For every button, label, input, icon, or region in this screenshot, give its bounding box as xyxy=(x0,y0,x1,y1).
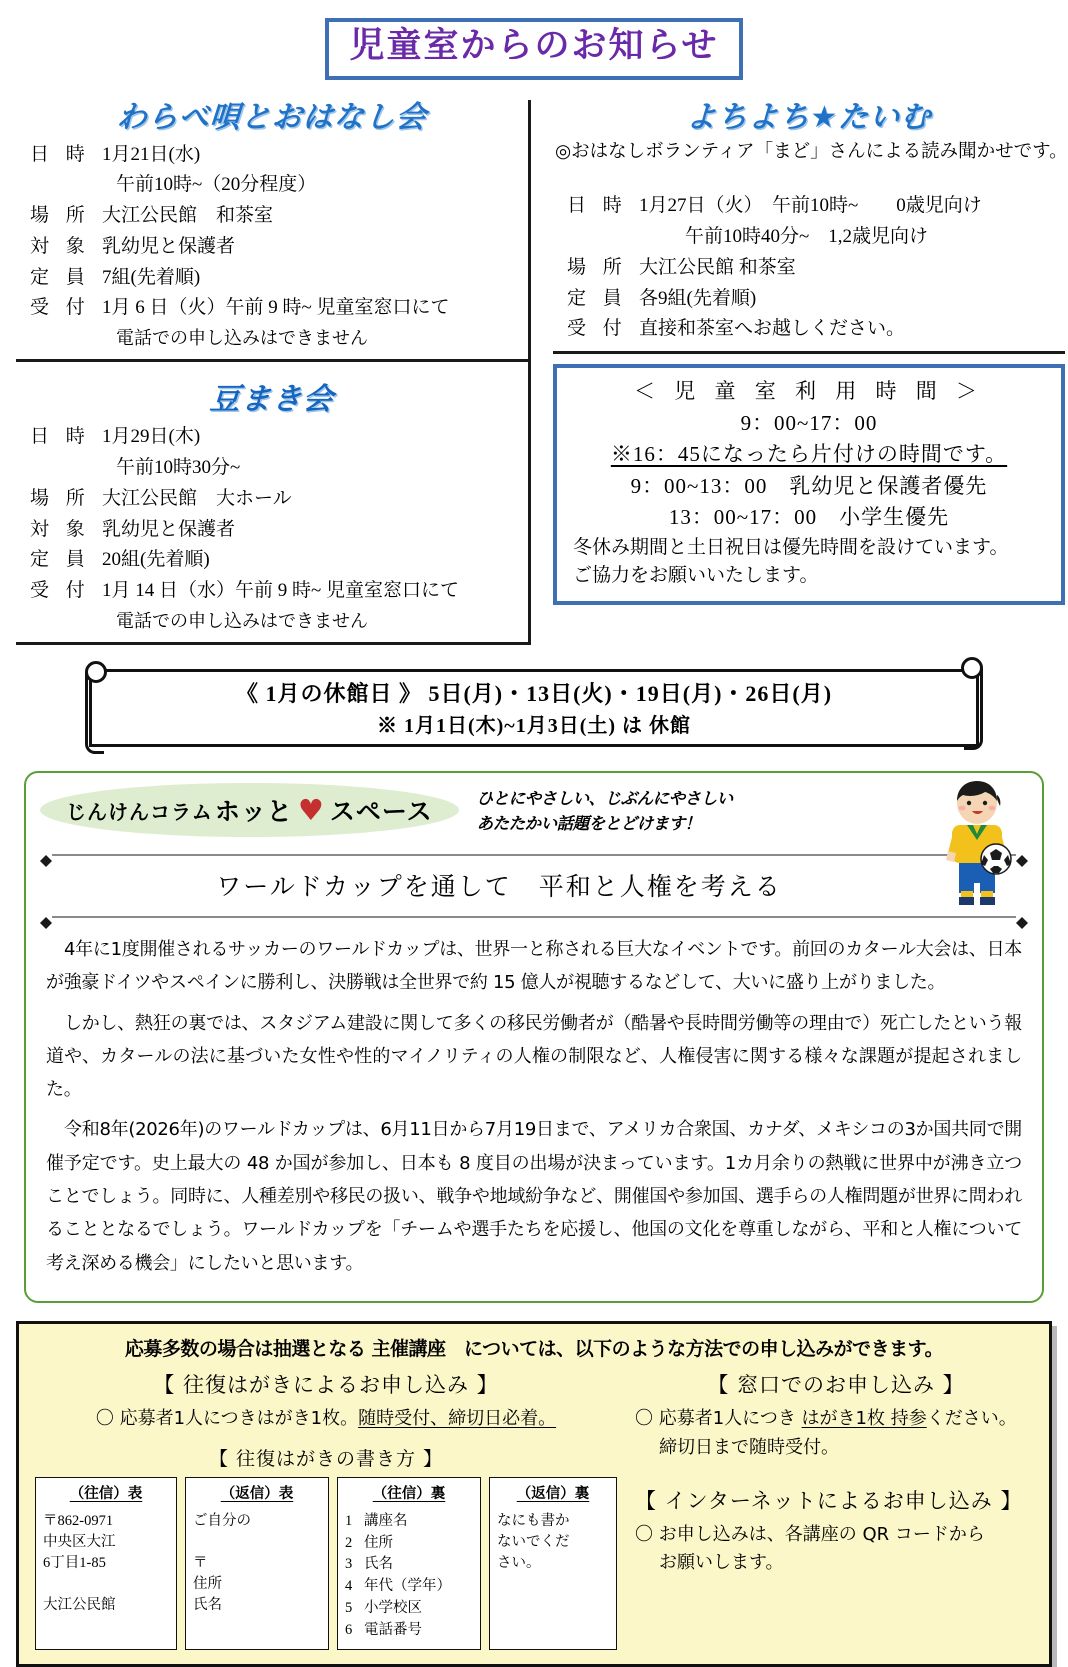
row-label: 日 時 xyxy=(30,426,91,448)
row-value: 7組(先着順) xyxy=(102,266,201,288)
row-value: 1月29日(木) xyxy=(102,426,201,448)
event-row xyxy=(16,576,528,607)
row-label: 受 付 xyxy=(30,580,91,602)
hours-note-winter: 冬休み期間と土日祝日は優先時間を設けています。 xyxy=(573,536,1009,558)
events-section xyxy=(0,92,1068,646)
column-paragraph: 令和8年(2026年)のワールドカップは、6月11日から7月19日まで、アメリカ合衆国、カナダ、メキシコの3か国共同で開催予定です。史上最大の 48 か国が参加し、日本も 8 度目の出場が決まっています。1カ月余りの熱戦に世界中が沸き立つことでしょう。同時に、人種差別や移民の扱い、戦争や地域紛争など、開催国や参加国、選手らの人権問題が世界に問われることとなるでしょう。ワールドカップを「チームや選手たちを応援し、他国の文化を尊重しながら、平和と人権について考え深める機会」にしたいと思います。 xyxy=(46,1119,1022,1274)
postcard-card-reply-back xyxy=(489,1477,617,1651)
item-number: 4 xyxy=(345,1578,353,1595)
heart-icon: ♥ xyxy=(297,792,325,827)
row-value: 各9組(先着順) xyxy=(639,287,757,309)
window-line-pre: 〇 応募者1人につき xyxy=(635,1407,802,1429)
row-value: 1月27日（火） 午前10時~ 0歳児向け xyxy=(639,195,982,217)
event-row-indent: 午前10時~（20分程度） xyxy=(116,174,317,196)
column-logo-main2: スペース xyxy=(329,797,433,826)
event-divider xyxy=(16,359,528,362)
column-logo xyxy=(66,792,433,828)
list-item xyxy=(345,1576,473,1598)
postcard-method-line xyxy=(31,1405,621,1434)
event-row-indent: 午前10時40分~ 1,2歳児向け xyxy=(685,226,929,248)
human-rights-column-box xyxy=(24,771,1044,1303)
window-method-title: 【 窓口でのお申し込み 】 xyxy=(707,1372,965,1397)
row-label: 定 員 xyxy=(30,266,91,288)
event-card-warabeuta xyxy=(16,92,528,363)
row-label: 受 付 xyxy=(30,297,91,319)
event-row xyxy=(553,253,1065,284)
page-title-box xyxy=(325,18,744,80)
card-line: 中央区大江 xyxy=(43,1533,116,1550)
card-title: （返信）表 xyxy=(220,1485,294,1502)
postcard-card-outbound-front xyxy=(35,1477,177,1651)
list-item xyxy=(345,1554,473,1576)
event-row xyxy=(16,515,528,546)
postcard-line-underlined-2: 締切日必着。 xyxy=(448,1407,557,1429)
card-line: さい。 xyxy=(497,1554,541,1571)
item-number: 6 xyxy=(345,1621,353,1638)
item-number: 5 xyxy=(345,1599,353,1616)
event-divider xyxy=(553,351,1065,354)
event-heading-yochiyochi: よちよち★たいむ xyxy=(685,99,933,135)
event-row xyxy=(553,191,1065,222)
card-line: 大江公民館 xyxy=(43,1596,116,1613)
item-number: 3 xyxy=(345,1556,353,1573)
row-value: 乳幼児と保護者 xyxy=(102,235,236,257)
window-line-underlined: はがき1枚 持参 xyxy=(801,1407,927,1429)
event-heading-warabeuta: わらべ唄とおはなし会 xyxy=(115,99,428,135)
event-row xyxy=(16,422,528,453)
closure-text-block xyxy=(81,677,987,742)
row-value: 直接和茶室へお越しください。 xyxy=(639,318,906,340)
diamond-icon xyxy=(40,849,52,861)
tagline-line-2: あたたかい話題をとどけます！ xyxy=(476,813,701,833)
event-card-mamemaki xyxy=(16,374,528,645)
column-header xyxy=(40,783,1028,847)
item-text: 電話番号 xyxy=(364,1621,422,1638)
column-paragraph: 4年に1度開催されるサッカーのワールドカップは、世界一と称される巨大なイベントです。前回のカタール大会は、日本が強豪ドイツやスペインに勝利し、決勝戦は全世界で約 15 億人が視聴するなどして、大いに盛り上がりました。 xyxy=(46,939,1022,994)
application-columns xyxy=(31,1369,1037,1650)
postcard-line-underlined-1: 随時受付、 xyxy=(358,1407,449,1429)
hours-slot-infants: 9：00~13：00 乳幼児と保護者優先 xyxy=(630,473,988,498)
rule-line xyxy=(52,916,1016,918)
card-line: なにも書か xyxy=(497,1512,570,1529)
event-row xyxy=(16,545,528,576)
postcard-card-reply-front xyxy=(185,1477,329,1651)
event-row xyxy=(16,263,528,294)
card-line-blank xyxy=(43,1574,169,1595)
event-card-yochiyochi xyxy=(553,92,1068,355)
row-value: 乳幼児と保護者 xyxy=(102,518,236,540)
event-row xyxy=(16,232,528,263)
row-label: 対 象 xyxy=(30,235,91,257)
card-line: ご自分の xyxy=(193,1512,251,1529)
soccer-boy-illustration xyxy=(934,777,1020,907)
diamond-icon xyxy=(1016,849,1028,861)
window-method-line2: 締切日まで随時受付。 xyxy=(659,1436,839,1458)
card-line: 〒 xyxy=(193,1554,208,1571)
rule-line xyxy=(52,854,1016,856)
scroll-hook-right-icon xyxy=(961,657,983,679)
hours-note-cooperation: ご協力をお願いいたします。 xyxy=(573,565,819,587)
application-headline: 応募多数の場合は抽選となる 主催講座 については、以下のような方法での申し込みができます。 xyxy=(124,1337,944,1360)
hours-slot-elementary: 13：00~17：00 小学生優先 xyxy=(668,505,950,530)
internet-method-line2: お願いします。 xyxy=(659,1552,784,1574)
application-window-column xyxy=(621,1369,1037,1650)
item-text: 講座名 xyxy=(364,1512,408,1529)
row-label: 定 員 xyxy=(567,287,628,309)
event-row xyxy=(16,201,528,232)
spacer xyxy=(553,165,1065,191)
item-text: 住所 xyxy=(364,1534,393,1551)
window-method-line xyxy=(635,1405,1037,1434)
hours-title: ＜ 児 童 室 利 用 時 間 ＞ xyxy=(634,379,984,404)
column-logo-prefix: じんけんコラム xyxy=(66,799,213,824)
page-title-inner xyxy=(335,25,734,73)
card-line-blank xyxy=(193,1532,321,1553)
item-number: 1 xyxy=(345,1512,353,1529)
diamond-icon xyxy=(40,911,52,923)
event-row xyxy=(16,484,528,515)
spacer xyxy=(635,1463,1037,1485)
column-logo-ellipse xyxy=(40,783,459,837)
list-item xyxy=(345,1511,473,1533)
column-rule-bottom xyxy=(40,911,1028,923)
card-title: （往信）表 xyxy=(69,1485,143,1502)
postcard-line-pre: 〇 応募者1人につきはがき1枚。 xyxy=(95,1407,359,1429)
card-line: 氏名 xyxy=(193,1596,222,1613)
event-heading-mamemaki: 豆まき会 xyxy=(208,382,335,418)
column-paragraph: しかし、熱狂の裏では、スタジアム建設に関して多くの移民労働者が（酷暑や長時間労働等の理由で）死亡したという報道や、カタールの法に基づいた女性や性的マイノリティの人権の制限など、人権侵害に関する様々な課題が提起されました。 xyxy=(46,1012,1022,1101)
row-label: 受 付 xyxy=(567,318,628,340)
postcard-example-cards xyxy=(31,1477,621,1651)
hours-range: 9：00~17：00 xyxy=(740,410,878,435)
row-value: 大江公民館 和茶室 xyxy=(639,256,796,278)
column-body xyxy=(40,925,1028,1280)
row-label: 日 時 xyxy=(567,195,628,217)
row-value: 大江公民館 大ホール xyxy=(102,487,292,509)
row-label: 定 員 xyxy=(30,549,91,571)
row-value: 1月21日(水) xyxy=(102,143,201,165)
row-label: 対 象 xyxy=(30,518,91,540)
item-text: 年代（学年） xyxy=(364,1578,451,1595)
row-label: 場 所 xyxy=(30,487,91,509)
column-subtitle: ワールドカップを通して 平和と人権を考える xyxy=(216,874,782,901)
row-value: 大江公民館 和茶室 xyxy=(102,205,274,227)
event-row xyxy=(16,140,528,171)
internet-method-line1: 〇 お申し込みは、各講座の QR コードから xyxy=(635,1523,985,1545)
events-right-column xyxy=(531,92,1068,646)
page-title-container xyxy=(0,0,1068,80)
event-note: 電話での申し込みはできません xyxy=(116,328,368,349)
card-line: 〒862-0971 xyxy=(43,1512,114,1529)
row-label: 場 所 xyxy=(567,256,628,278)
item-text: 小学校区 xyxy=(364,1599,422,1616)
row-label: 場 所 xyxy=(30,205,91,227)
column-rule-top xyxy=(40,849,1028,861)
row-value: 1月 14 日（水）午前 9 時~ 児童室窓口にて xyxy=(102,580,460,602)
handwritten-tagline xyxy=(477,787,733,837)
childrens-room-hours-box xyxy=(553,364,1065,605)
event-divider xyxy=(16,642,528,645)
diamond-icon xyxy=(1016,911,1028,923)
row-value: 1月 6 日（火）午前 9 時~ 児童室窓口にて xyxy=(102,297,450,319)
row-value: 20組(先着順) xyxy=(102,549,210,571)
card-line: 住所 xyxy=(193,1575,222,1592)
application-methods-box xyxy=(16,1321,1052,1667)
event-row xyxy=(553,284,1065,315)
item-text: 氏名 xyxy=(364,1556,393,1573)
card-line: 6丁目1-85 xyxy=(43,1554,106,1571)
hours-cleanup-note: ※16：45になったら片付けの時間です。 xyxy=(610,442,1008,467)
internet-method-title: 【 インターネットによるお申し込み 】 xyxy=(635,1488,1023,1513)
event-row xyxy=(16,293,528,324)
window-line-post: ください。 xyxy=(926,1407,1017,1429)
item-number: 2 xyxy=(345,1534,353,1551)
list-item xyxy=(345,1533,473,1555)
row-label: 日 時 xyxy=(30,143,91,165)
card-line: ないでくだ xyxy=(497,1533,570,1550)
event-note: 電話での申し込みはできません xyxy=(116,610,368,631)
card-item-list xyxy=(345,1511,473,1642)
card-title: （返信）裏 xyxy=(516,1485,590,1502)
event-lead-text: ◎おはなしボランティア「まど」さんによる読み聞かせです。 xyxy=(555,141,1068,162)
card-title: （往信）裏 xyxy=(372,1485,446,1502)
list-item xyxy=(345,1620,473,1642)
closure-line-2: ※ 1月1日(木)~1月3日(土) は 休館 xyxy=(376,715,692,738)
application-postcard-column xyxy=(31,1369,621,1650)
postcard-howto-title: 【 往復はがきの書き方 】 xyxy=(208,1447,444,1470)
closure-line-1: 《 1月の休館日 》 5日(月)・13日(火)・19日(月)・26日(月) xyxy=(235,681,833,706)
list-item xyxy=(345,1598,473,1620)
event-row-indent: 午前10時30分~ xyxy=(116,457,241,479)
event-row xyxy=(553,314,1065,345)
closure-days-banner xyxy=(81,663,987,755)
postcard-method-title: 【 往復はがきによるお申し込み 】 xyxy=(153,1372,499,1397)
postcard-card-outbound-back xyxy=(337,1477,481,1651)
page-title: 児童室からのお知らせ xyxy=(349,26,719,66)
tagline-line-1: ひとにやさしい、じぶんにやさしい xyxy=(476,789,733,808)
column-logo-main1: ホッと xyxy=(214,797,293,826)
events-left-column xyxy=(16,92,528,646)
